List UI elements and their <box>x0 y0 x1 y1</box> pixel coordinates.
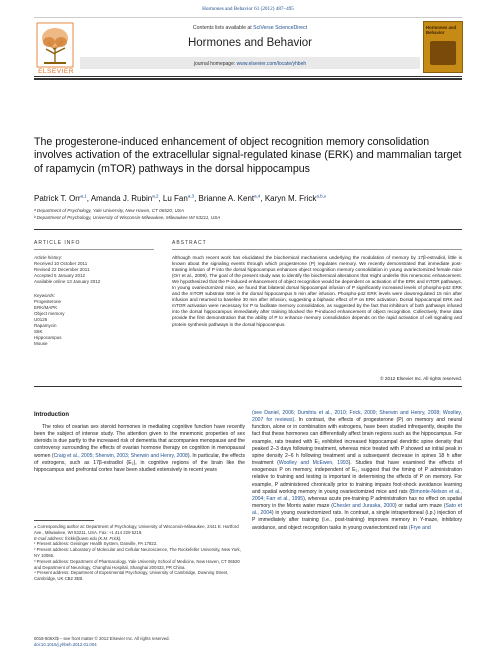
contents-line <box>80 25 420 31</box>
footnote-rule <box>34 520 94 521</box>
citation-link[interactable]: Sato et al., 2004 <box>252 503 462 517</box>
history-item: Received 10 October 2011 <box>34 261 88 266</box>
footnote: ³ Present address: Department of Pharmacology, Yale University School of Medicine, New Haven, CT 06520 and Department of Neurology, Changhai Hospital, Shanghai 200433, PR China. <box>34 558 240 570</box>
header-rule-thick <box>34 78 462 80</box>
article-info-heading: ARTICLE INFO <box>34 240 81 246</box>
author: Karyn M. Frick$^{a,b,⁎}$ <box>264 193 327 203</box>
author-list <box>34 193 464 203</box>
citation-link[interactable]: (see Daniel, 2006; Dumitriu et al., 2010; Frick, 2009; Sherwin and Henry, 2008; Woolley, 2007 for reviews) <box>252 410 462 424</box>
info-rule <box>34 249 154 250</box>
abstract-text: Although much recent work has elucidated the biochemical mechanisms underlying the modulation of memory by 17β-estradiol, little is known about the signaling events through which progesterone (P) regulates memory. We recently demonstrated that immediate post-training infusion of P into the dorsal hippocampus enhances object recognition memory consolidation in young ovariectomized female mice (Orr et al., 2009). The goal of the present study was to identify the biochemical alterations that might underlie this mnemonic enhancement. We hypothesized that the P-induced enhancement of object recognition would be dependent on activation of the ERK and mTOR pathways. In young ovariectomized mice, we found that bilateral dorsal hippocampal infusion of P significantly increased levels of phospho-p42 ERK and the mTOR substrate S6K in the dorsal hippocampus 5 min after infusion. Phospho-p42 ERK levels were downregulated 15 min after infusion and returned to baseline 30 min after infusion, suggesting a biphasic effect of P on ERK activation. Dorsal hippocampal ERK and mTOR activation were necessary for P to facilitate memory consolidation, as suggested by the fact that inhibitors of both pathways infused into the dorsal hippocampus immediately after training blocked the P-induced enhancement of object recognition. Collectively, these data provide the first demonstration that the ability of P to enhance memory consolidation depends on the rapid activation of cell signaling and protein synthesis pathways in the dorsal hippocampus. <box>172 255 462 327</box>
introduction-heading: Introduction <box>34 412 69 418</box>
affiliation: ᵃ Department of Psychology, Yale University, New Haven, CT 06520, USA <box>34 208 184 213</box>
homepage-line <box>80 61 420 67</box>
journal-reference: Hormones and Behavior 61 (2012) 487–495 <box>202 6 294 12</box>
citation-link[interactable]: Chesler and Juraska, 2000 <box>332 503 395 510</box>
citation-link[interactable]: Bimonte-Nelson et al., 2004; Farr et al., 1995 <box>252 488 462 502</box>
footnotes <box>34 524 245 582</box>
author: Brianne A. Kent$^{a,4}$, <box>198 193 265 203</box>
bottom-matter <box>34 636 245 648</box>
keyword: Rapamycin <box>34 323 57 328</box>
keyword: Mouse <box>34 341 48 346</box>
copyright-notice: © 2012 Elsevier Inc. All rights reserved. <box>380 376 462 381</box>
keyword: Object memory <box>34 311 65 316</box>
sciencedirect-link[interactable]: SciVerse ScienceDirect <box>253 25 308 31</box>
keyword: S6K <box>34 329 43 334</box>
article-title: The progesterone-induced enhancement of object recognition memory consolidation involves activation of the extracellular signal-regulated kinase (ERK) and mammalian target of rapamycin (mTOR) pathways in the dorsal hippocampus <box>34 136 462 175</box>
footnote: ⁴ Present address: Department of Experimental Psychology, University of Cambridge, Downing Street, Cambridge, UK CB2 3EB. <box>34 570 229 582</box>
homepage-link[interactable]: www.elsevier.com/locate/yhbeh <box>236 61 307 67</box>
header-rule <box>34 76 462 77</box>
article-info <box>34 255 154 347</box>
doi-link[interactable]: doi:10.1016/j.yhbeh.2012.01.004 <box>34 641 97 647</box>
keyword: Progesterone <box>34 299 62 304</box>
affiliation: ᵇ Department of Psychology, University of Wisconsin-Milwaukee, Milwaukee WI 53211, USA <box>34 215 221 220</box>
history-item: Accepted 5 January 2012 <box>34 273 86 278</box>
keyword: U0126 <box>34 317 48 322</box>
keyword: Hippocampus <box>34 335 62 340</box>
keywords-label: Keywords: <box>34 293 56 298</box>
footnote: ² Present address: Laboratory of Molecular and Cellular Neuroscience, The Rockefeller University, New York, NY 10065. <box>34 547 241 558</box>
intro-left-column: The roles of ovarian sex steroid hormones in mediating cognitive function have recently been the subject of intense study. The attention given to the mnemonic properties of sex steroids is due partly to the increased risk of dementia that accompanies menopause and the controversy surrounding the effects of ovarian hormone therapy on cognition in menopausal women (Craig et al., 2005; Sherwin, 2003; Sherwin and Henry, 2008). In particular, the effects of estrogens, such as 17β-estradiol (E₂), in cognitive regions of the brain like the hippocampus and prefrontal cortex have been studied extensively in recent years <box>34 424 245 473</box>
section-rule <box>34 229 462 230</box>
cover-illustration <box>430 41 456 65</box>
publisher-logo-text: ELSEVIER <box>38 68 74 75</box>
journal-cover-image <box>423 21 463 73</box>
elsevier-tree-icon <box>36 22 74 68</box>
contents-prefix: Contents lists available at <box>192 25 254 31</box>
journal-title: Hormones and Behavior <box>187 37 312 49</box>
footnote: ¹ Present address: Geisinger Health System, Danville, PA 17822. <box>34 541 158 547</box>
keyword: ERK/MAPK <box>34 305 58 310</box>
history-item: Available online 13 January 2012 <box>34 279 101 284</box>
author: Lu Fan$^{a,3}$, <box>162 193 199 203</box>
abstract-heading: ABSTRACT <box>172 240 207 246</box>
citation-link[interactable]: Craig et al., 2005; Sherwin, 2003; Sherwin and Henry, 2008 <box>53 452 188 459</box>
issn-line: 0018-506X/$ – see front matter © 2012 Elsevier Inc. All rights reserved. <box>34 636 170 641</box>
footnote: ⁎ Corresponding author at: Department of Psychology, University of Wisconsin-Milwaukee, 2441 E. Hartford Ave., Milwaukee, WI 53211, USA. Fax: +1 414 229 5219. <box>34 524 239 535</box>
citation-link[interactable]: Woolley and McEwen, 1993 <box>278 460 349 467</box>
footnote-email[interactable]: E-mail address: frickk@uwm.edu (K.M. Frick). <box>34 535 122 541</box>
abstract-end-rule <box>34 386 462 387</box>
cover-title: Hormones and Behavior <box>426 25 457 35</box>
history-label: Article history: <box>34 255 63 260</box>
history-item: Revised 22 December 2011 <box>34 267 90 272</box>
author: Amanda J. Rubin$^{a,2}$, <box>90 193 163 203</box>
intro-right-column: (see Daniel, 2006; Dumitriu et al., 2010; Frick, 2009; Sherwin and Henry, 2008; Woolley, 2007 for reviews). In contrast, the effects of progesterone (P) on memory and neural function, alone or in combination with estrogens, have been studied infrequently, despite the fact that these hormones can differentially affect brain regions such as the hippocampus. For example, rats treated with E₂ exhibited increased hippocampal dendritic spine density that peaked 2–3 days following treatment, whereas mice treated with P showed an initial peak in spine density 2–6 h following treatment and a subsequent decrease in spines 18 h after treatment (Woolley and McEwen, 1993). Studies that have examined the effects of exogenous P on memory, independent of E₂, suggest that the timing of P administration relative to training and testing is important in determining the effects of P on memory. For example, P administered chronically prior to training impairs foot-shock avoidance learning and spatial working memory in young ovariectomized mice and rats (Bimonte-Nelson et al., 2004; Farr et al., 1995), whereas acute pre-training P administration has no effect on spatial memory in the Morris water maze (Chesler and Juraska, 2000) or radial arm maze (Sato et al., 2004) in young ovariectomized rats. In contrast, a single intraperitoneal (i.p.) injection of P immediately after training (i.e., post-training) improves memory in Y-maze, inhibitory avoidance, and object recognition tasks in young ovariectomized rats (Frye and <box>252 410 463 531</box>
abstract-rule <box>172 249 462 250</box>
author: Patrick T. Orr$^{a,1}$, <box>34 193 91 203</box>
citation-link[interactable]: (Frye and <box>408 524 431 531</box>
homepage-prefix: journal homepage: <box>193 61 237 67</box>
